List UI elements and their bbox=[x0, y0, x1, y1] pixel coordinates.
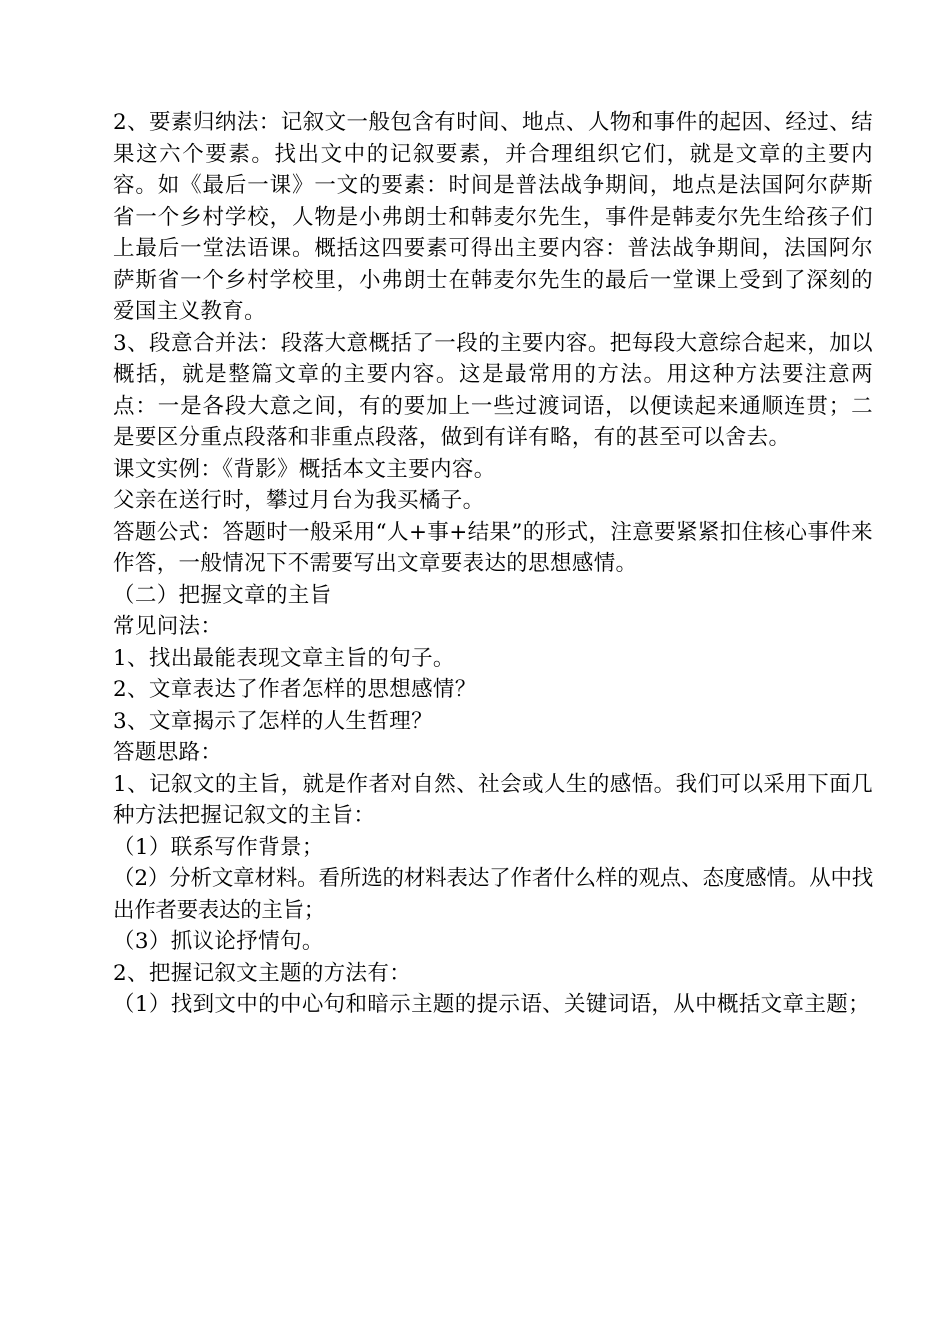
list-item-sub-2: （2）分析文章材料。看所选的材料表达了作者什么样的观点、态度感情。从中找出作者要表达的主旨； bbox=[113, 866, 873, 923]
paragraph-answer-formula: 答题公式：答题时一般采用“人+事+结果”的形式，注意要紧紧扣住核心事件来作答，一般情况下不需要写出文章要表达的思想感情。 bbox=[113, 519, 873, 576]
paragraph-approach-2: 2、把握记叙文主题的方法有： bbox=[113, 960, 412, 986]
paragraph-textbook-example: 课文实例：《背影》概括本文主要内容。 bbox=[113, 456, 496, 482]
list-item-sub-3: （3）抓议论抒情句。 bbox=[113, 929, 324, 954]
list-item-sub-1: （1）联系写作背景； bbox=[113, 834, 324, 860]
paragraph-example-answer: 父亲在送行时，攀过月台为我买橘子。 bbox=[113, 488, 485, 513]
paragraph-answer-approach-label: 答题思路： bbox=[113, 740, 223, 765]
paragraph-approach-1: 1、记叙文的主旨，就是作者对自然、社会或人生的感悟。我们可以采用下面几种方法把握记叙文的主旨： bbox=[113, 771, 873, 828]
paragraph-common-questions-label: 常见问法： bbox=[113, 614, 223, 639]
document-body bbox=[113, 107, 873, 1021]
paragraph-section-merge-method: 3、段意合并法：段落大意概括了一段的主要内容。把每段大意综合起来，加以概括，就是整篇文章的主要内容。这是最常用的方法。用这种方法要注意两点：一是各段大意之间，有的要加上一些过渡词语，以便读起来通顺连贯；二是要区分重点段落和非重点段落，做到有详有略，有的甚至可以舍去。 bbox=[113, 330, 873, 450]
list-item-question-1: 1、找出最能表现文章主旨的句子。 bbox=[113, 645, 455, 671]
section-heading-grasp-theme: （二）把握文章的主旨 bbox=[113, 582, 332, 608]
list-item-question-2: 2、文章表达了作者怎样的思想感情？ bbox=[113, 677, 477, 702]
list-item-theme-method-1: （1）找到文中的中心句和暗示主题的提示语、关键词语，从中概括文章主题； bbox=[113, 992, 870, 1017]
list-item-question-3: 3、文章揭示了怎样的人生哲理？ bbox=[113, 708, 433, 734]
paragraph-element-summary-method: 2、要素归纳法：记叙文一般包含有时间、地点、人物和事件的起因、经过、结果这六个要素。找出文中的记叙要素，并合理组织它们，就是文章的主要内容。如《最后一课》一文的要素：时间是普法战争期间，地点是法国阿尔萨斯省一个乡村学校，人物是小弗朗士和韩麦尔先生，事件是韩麦尔先生给孩子们上最后一堂法语课。概括这四要素可得出主要内容：普法战争期间，法国阿尔萨斯省一个乡村学校里，小弗朗士在韩麦尔先生的最后一堂课上受到了深刻的爱国主义教育。 bbox=[113, 110, 873, 324]
